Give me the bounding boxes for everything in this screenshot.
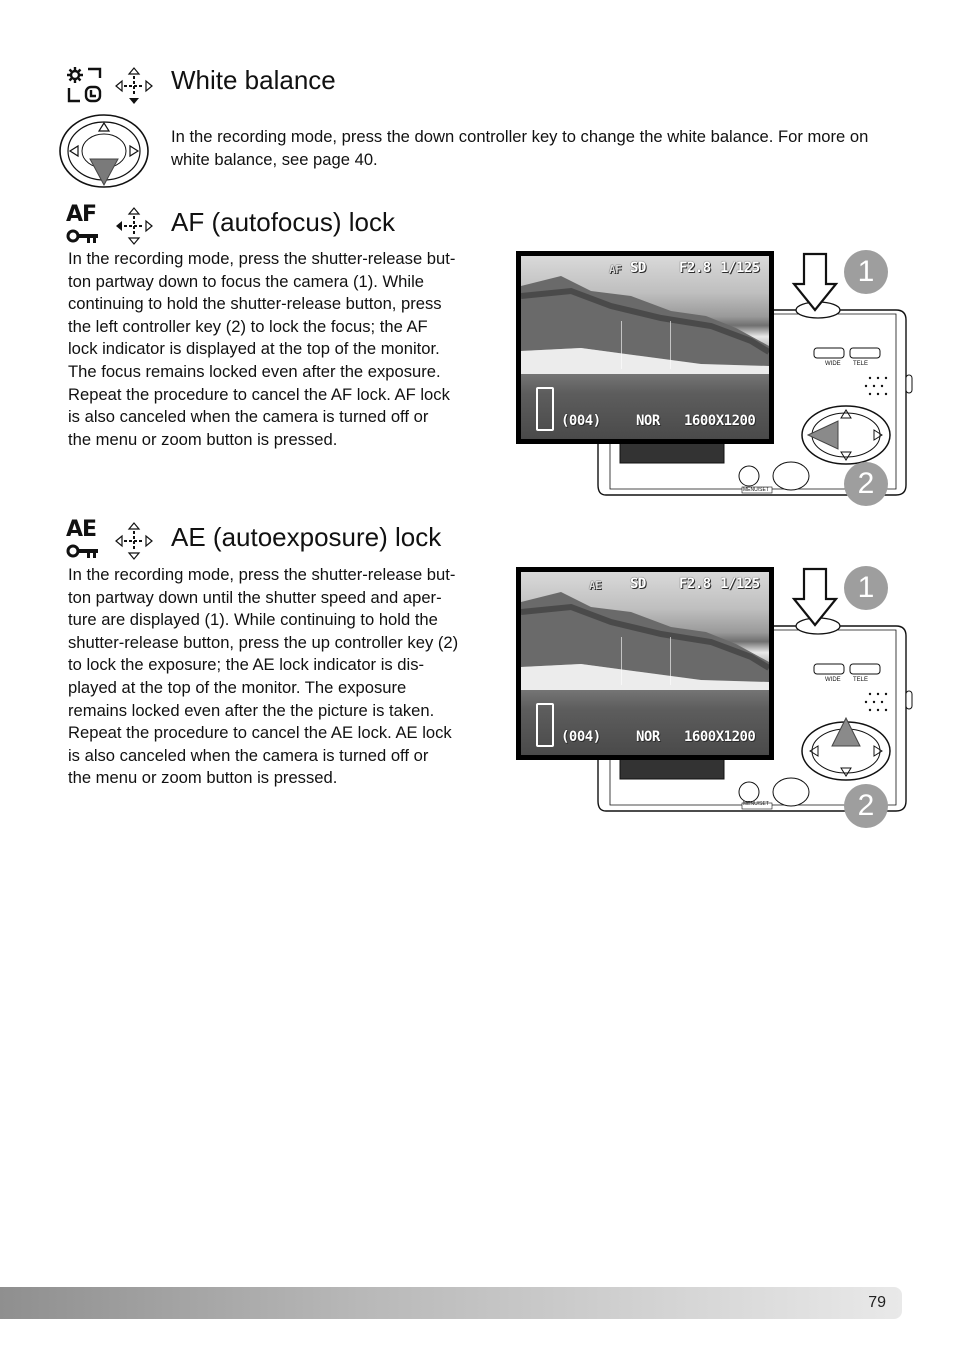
lcd-frames: (004) <box>561 413 601 429</box>
lcd-card: SD <box>630 260 646 276</box>
footer-bar <box>0 1287 902 1319</box>
camera-wide-label: WIDE <box>825 677 841 683</box>
camera-wide-label: WIDE <box>825 361 841 367</box>
af-line: In the recording mode, press the shutter-release but- <box>68 249 456 268</box>
lcd-frames: (004) <box>561 729 601 745</box>
key-icon <box>66 543 100 559</box>
camera-tele-label: TELE <box>853 677 869 683</box>
ae-line: shutter-release button, press the up controller key (2) <box>68 632 459 652</box>
controller-pad-down-pressed-icon <box>58 113 150 189</box>
ae-line: remains locked even after the the picture is taken. <box>68 700 435 720</box>
step-2-badge: 2 <box>844 462 888 506</box>
af-lock-icon <box>66 202 104 246</box>
shutter-press-arrow-icon <box>790 567 840 627</box>
battery-icon <box>536 387 554 431</box>
af-line: the menu or zoom button is pressed. <box>68 429 338 449</box>
white-balance-body: In the recording mode, press the down controller key to change the white balance. For more on white balance, see page 40. <box>171 127 869 169</box>
lcd-shutter: 1/125 <box>720 576 760 592</box>
shutter-press-arrow-icon <box>790 252 840 312</box>
page-number: 79 <box>868 1294 886 1311</box>
key-icon <box>66 228 100 244</box>
lcd-image-size: 1600X1200 <box>684 729 756 745</box>
af-lock-icon-text: AF <box>66 202 97 227</box>
ae-line: played at the top of the monitor. The exposure <box>68 677 407 697</box>
white-balance-icon <box>66 66 104 104</box>
lcd-card: SD <box>630 576 646 592</box>
ae-lock-icon-text: AE <box>66 517 97 542</box>
ae-line: is also canceled when the camera is turned off or <box>68 745 429 765</box>
af-line: Repeat the procedure to cancel the AF lock. AF lock <box>68 384 450 404</box>
af-line: is also canceled when the camera is turned off or <box>68 407 429 427</box>
step-2-badge: 2 <box>844 784 888 828</box>
controller-left-icon <box>114 206 154 246</box>
lcd-quality: NOR <box>636 729 660 745</box>
monitor-display <box>516 567 774 760</box>
af-line: ton partway down to focus the camera (1). While <box>68 271 425 291</box>
white-balance-title: White balance <box>171 65 336 95</box>
step-1-badge: 1 <box>844 250 888 294</box>
af-line: continuing to hold the shutter-release button, press <box>68 294 442 314</box>
ae-lock-icon <box>66 517 104 561</box>
lcd-aperture: F2.8 <box>679 260 711 276</box>
lcd-lock-indicator: AE <box>589 579 602 592</box>
battery-icon <box>536 703 554 747</box>
ae-lock-body <box>68 564 508 790</box>
af-line: lock indicator is displayed at the top of the monitor. <box>68 339 440 359</box>
controller-pad-left-pressed-icon <box>800 404 892 466</box>
monitor-scene-image <box>521 572 769 755</box>
camera-menu-label: MENU/SET <box>743 487 769 493</box>
camera-menu-label: MENU/SET <box>743 801 769 807</box>
step-1-badge: 1 <box>844 566 888 610</box>
ae-line: ture are displayed (1). While continuing to hold the <box>68 610 438 630</box>
focus-frame <box>621 321 671 369</box>
ae-line: to lock the exposure; the AE lock indicator is dis- <box>68 655 425 675</box>
ae-line: ton partway down until the shutter speed and aper- <box>68 587 442 607</box>
ae-line: the menu or zoom button is pressed. <box>68 768 338 788</box>
af-line: The focus remains locked even after the exposure. <box>68 361 441 381</box>
focus-frame <box>621 637 671 685</box>
ae-lock-title: AE (autoexposure) lock <box>171 522 442 552</box>
camera-tele-label: TELE <box>853 361 869 367</box>
monitor-display <box>516 251 774 444</box>
monitor-scene-image <box>521 256 769 439</box>
af-lock-title: AF (autofocus) lock <box>171 207 395 237</box>
ae-line: In the recording mode, press the shutter-release but- <box>68 565 456 584</box>
ae-line: Repeat the procedure to cancel the AE lock. AE lock <box>68 723 452 743</box>
controller-pad-up-pressed-icon <box>800 716 892 782</box>
lcd-shutter: 1/125 <box>720 260 760 276</box>
lcd-lock-indicator: AF <box>609 263 622 276</box>
controller-up-icon <box>114 521 154 561</box>
controller-down-icon <box>114 66 154 106</box>
af-lock-body <box>68 248 508 451</box>
lcd-image-size: 1600X1200 <box>684 413 756 429</box>
lcd-quality: NOR <box>636 413 660 429</box>
af-line: the left controller key (2) to lock the focus; the AF <box>68 316 428 336</box>
lcd-aperture: F2.8 <box>679 576 711 592</box>
